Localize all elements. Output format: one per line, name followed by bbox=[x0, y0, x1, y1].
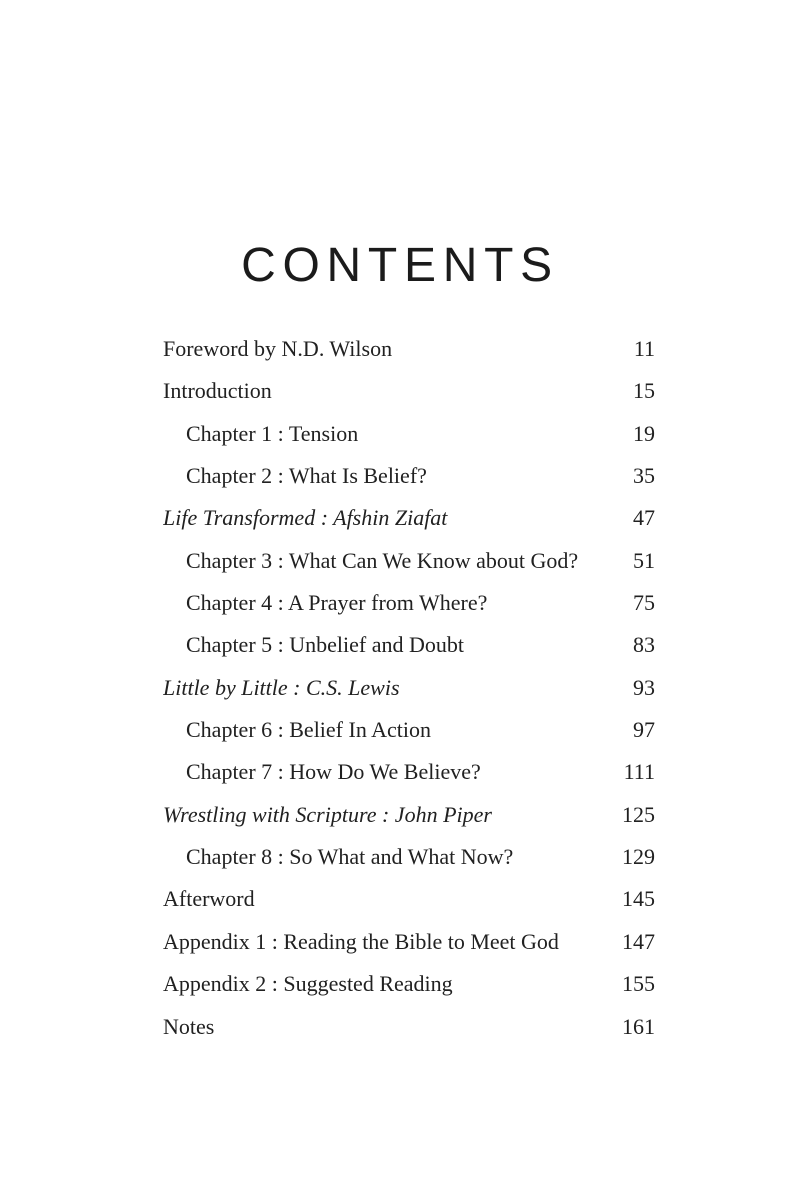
toc-entry bbox=[163, 794, 655, 836]
toc-entry bbox=[163, 540, 655, 582]
toc-entry-page-number: 93 bbox=[633, 674, 655, 700]
toc-entry-label: Life Transformed : Afshin Ziafat bbox=[163, 505, 448, 531]
toc-entry bbox=[163, 582, 655, 624]
toc-entry bbox=[163, 667, 655, 709]
toc-entry-label: Appendix 1 : Reading the Bible to Meet God bbox=[163, 928, 559, 954]
toc-entry bbox=[163, 878, 655, 920]
toc-entry-label: Chapter 6 : Belief In Action bbox=[186, 717, 431, 743]
toc-entry-page-number: 19 bbox=[633, 420, 655, 446]
toc-entry-page-number: 11 bbox=[633, 336, 655, 361]
toc-entry-label: Notes bbox=[163, 1013, 215, 1039]
toc-entry-page-number: 111 bbox=[623, 759, 655, 785]
toc-entry-label: Chapter 4 : A Prayer from Where? bbox=[186, 590, 488, 616]
toc-entry-page-number: 75 bbox=[633, 590, 655, 616]
toc-entry bbox=[163, 921, 655, 963]
toc-entry-label: Introduction bbox=[163, 378, 272, 404]
toc-entry-page-number: 147 bbox=[622, 928, 655, 954]
toc-entry-page-number: 155 bbox=[622, 971, 655, 997]
toc-entry-page-number: 97 bbox=[633, 717, 655, 743]
toc-entry-page-number: 47 bbox=[633, 505, 655, 531]
toc-entry-page-number: 51 bbox=[633, 547, 655, 573]
page-title: CONTENTS bbox=[241, 239, 559, 293]
toc-entry bbox=[163, 836, 655, 878]
toc-list bbox=[163, 328, 655, 1048]
toc-entry bbox=[163, 751, 655, 793]
toc-entry bbox=[163, 328, 655, 370]
toc-entry-label: Chapter 2 : What Is Belief? bbox=[186, 463, 427, 489]
toc-entry-label: Little by Little : C.S. Lewis bbox=[163, 674, 400, 700]
toc-entry-page-number: 35 bbox=[633, 463, 655, 489]
toc-entry-label: Chapter 8 : So What and What Now? bbox=[186, 844, 514, 870]
toc-entry-label: Foreword by N.D. Wilson bbox=[163, 336, 393, 361]
toc-entry-page-number: 161 bbox=[622, 1013, 655, 1039]
toc-entry-label: Chapter 1 : Tension bbox=[186, 420, 359, 446]
toc-entry bbox=[163, 624, 655, 666]
toc-entry-page-number: 83 bbox=[633, 632, 655, 658]
toc-entry bbox=[163, 413, 655, 455]
toc-entry-label: Appendix 2 : Suggested Reading bbox=[163, 971, 453, 997]
toc-entry-page-number: 145 bbox=[622, 886, 655, 912]
toc-entry bbox=[163, 455, 655, 497]
toc-entry bbox=[163, 963, 655, 1005]
toc-entry-label: Chapter 7 : How Do We Believe? bbox=[186, 759, 481, 785]
toc-entry-label: Afterword bbox=[163, 886, 255, 912]
toc-entry-label: Chapter 3 : What Can We Know about God? bbox=[186, 547, 579, 573]
toc-entry-page-number: 129 bbox=[622, 844, 655, 870]
toc-entry bbox=[163, 370, 655, 412]
toc-entry-label: Chapter 5 : Unbelief and Doubt bbox=[186, 632, 464, 658]
toc-entry bbox=[163, 1006, 655, 1048]
toc-entry-label: Wrestling with Scripture : John Piper bbox=[163, 801, 492, 827]
toc-entry bbox=[163, 497, 655, 539]
toc-entry-page-number: 15 bbox=[633, 378, 655, 404]
toc-entry bbox=[163, 709, 655, 751]
toc-entry-page-number: 125 bbox=[622, 801, 655, 827]
